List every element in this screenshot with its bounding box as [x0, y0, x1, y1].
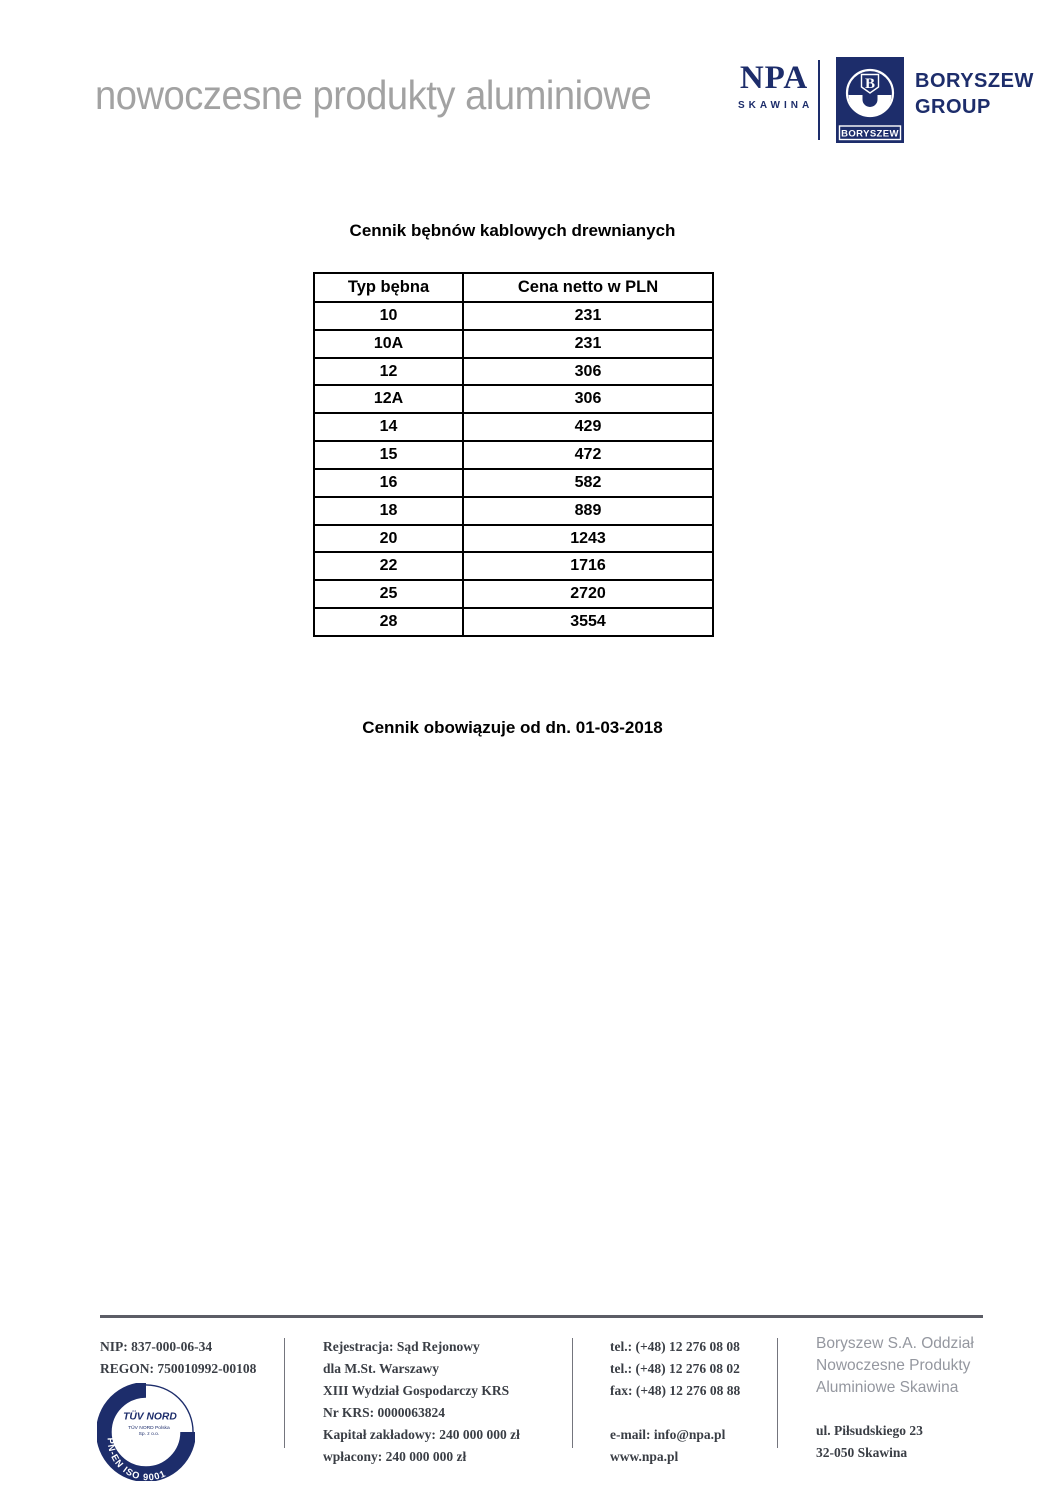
table-row [314, 413, 713, 441]
footer-company-address [816, 1333, 979, 1464]
table-cell: 10A [314, 330, 463, 358]
registration-line: Nr KRS: 0000063824 [323, 1405, 446, 1420]
table-cell: 231 [463, 302, 713, 330]
boryszew-group-line2: GROUP [915, 96, 991, 118]
price-table [313, 272, 714, 637]
street-address-block [816, 1420, 979, 1464]
svg-text:Sp. z o.o.: Sp. z o.o. [138, 1431, 160, 1437]
footer-column-divider [777, 1338, 778, 1448]
company-tagline: nowoczesne produkty aluminiowe [95, 72, 652, 118]
price-list-title: Cennik bębnów kablowych drewnianych [349, 221, 676, 240]
footer-registration-ids [100, 1336, 256, 1380]
table-cell: 306 [463, 358, 713, 386]
table-cell: 18 [314, 497, 463, 525]
table-row [314, 441, 713, 469]
registration-line: Rejestracja: Sąd Rejonowy [323, 1339, 480, 1354]
email-line: e-mail: info@npa.pl [610, 1427, 726, 1442]
table-cell: 25 [314, 580, 463, 608]
table-row [314, 330, 713, 358]
footer-column-divider [284, 1338, 285, 1448]
city-line: 32-050 Skawina [816, 1445, 908, 1460]
table-cell: 20 [314, 525, 463, 553]
company-name-line: Nowoczesne Produkty [816, 1357, 971, 1374]
registration-line: Kapitał zakładowy: 240 000 000 zł [323, 1427, 520, 1442]
table-row [314, 525, 713, 553]
tuv-nord-iso-badge-icon [97, 1383, 195, 1481]
phone-line: tel.: (+48) 12 276 08 02 [610, 1361, 740, 1376]
table-cell: 889 [463, 497, 713, 525]
table-cell: 429 [463, 413, 713, 441]
table-cell: 22 [314, 552, 463, 580]
boryszew-group-line1: BORYSZEW [915, 70, 1034, 92]
table-cell: 1716 [463, 552, 713, 580]
website-line: www.npa.pl [610, 1449, 679, 1464]
table-row [314, 469, 713, 497]
table-row [314, 385, 713, 413]
table-row [314, 358, 713, 386]
table-cell: 10 [314, 302, 463, 330]
table-cell: 12A [314, 385, 463, 413]
company-name-line: Boryszew S.A. Oddział [816, 1335, 974, 1352]
boryszew-logo-icon [836, 57, 904, 143]
phone-line: tel.: (+48) 12 276 08 08 [610, 1339, 740, 1354]
registration-line: XIII Wydział Gospodarczy KRS [323, 1383, 510, 1398]
column-header-net-price: Cena netto w PLN [463, 273, 713, 302]
table-row [314, 497, 713, 525]
table-cell: 3554 [463, 608, 713, 636]
table-cell: 231 [463, 330, 713, 358]
logo-divider [818, 60, 820, 140]
price-table-body [314, 302, 713, 636]
svg-text:B: B [864, 76, 876, 92]
regon-line: REGON: 750010992-00108 [100, 1361, 257, 1376]
boryszew-group-wordmark [915, 68, 1034, 120]
fax-line: fax: (+48) 12 276 08 88 [610, 1383, 741, 1398]
table-cell: 15 [314, 441, 463, 469]
svg-text:BORYSZEW: BORYSZEW [841, 128, 899, 140]
npa-logo-text: NPA [739, 60, 809, 96]
registration-line: wpłacony: 240 000 000 zł [323, 1449, 467, 1464]
footer-court-registration [323, 1336, 520, 1468]
footer-contact [610, 1336, 740, 1468]
nip-line: NIP: 837-000-06-34 [100, 1339, 213, 1354]
svg-text:TÜV NORD Polska: TÜV NORD Polska [128, 1426, 170, 1432]
column-header-drum-type: Typ bębna [314, 273, 463, 302]
spacer [610, 1402, 740, 1424]
table-row [314, 580, 713, 608]
svg-text:TÜV NORD: TÜV NORD [123, 1411, 177, 1423]
table-cell: 16 [314, 469, 463, 497]
company-name-block [816, 1333, 974, 1399]
svg-text:PN-EN ISO 9001: PN-EN ISO 9001 [105, 1437, 168, 1481]
table-row [314, 552, 713, 580]
validity-note: Cennik obowiązuje od dn. 01-03-2018 [362, 718, 663, 737]
footer-column-divider [572, 1338, 573, 1448]
company-name-line: Aluminiowe Skawina [816, 1379, 959, 1396]
table-cell: 28 [314, 608, 463, 636]
npa-logo [738, 60, 814, 111]
table-cell: 2720 [463, 580, 713, 608]
table-cell: 1243 [463, 525, 713, 553]
table-row [314, 302, 713, 330]
registration-line: dla M.St. Warszawy [323, 1361, 440, 1376]
table-cell: 306 [463, 385, 713, 413]
table-cell: 582 [463, 469, 713, 497]
table-header-row [314, 273, 713, 302]
footer-divider-line [100, 1315, 983, 1318]
table-cell: 472 [463, 441, 713, 469]
npa-logo-subtitle: SKAWINA [738, 100, 814, 111]
table-cell: 14 [314, 413, 463, 441]
table-row [314, 608, 713, 636]
street-line: ul. Piłsudskiego 23 [816, 1423, 923, 1438]
table-cell: 12 [314, 358, 463, 386]
